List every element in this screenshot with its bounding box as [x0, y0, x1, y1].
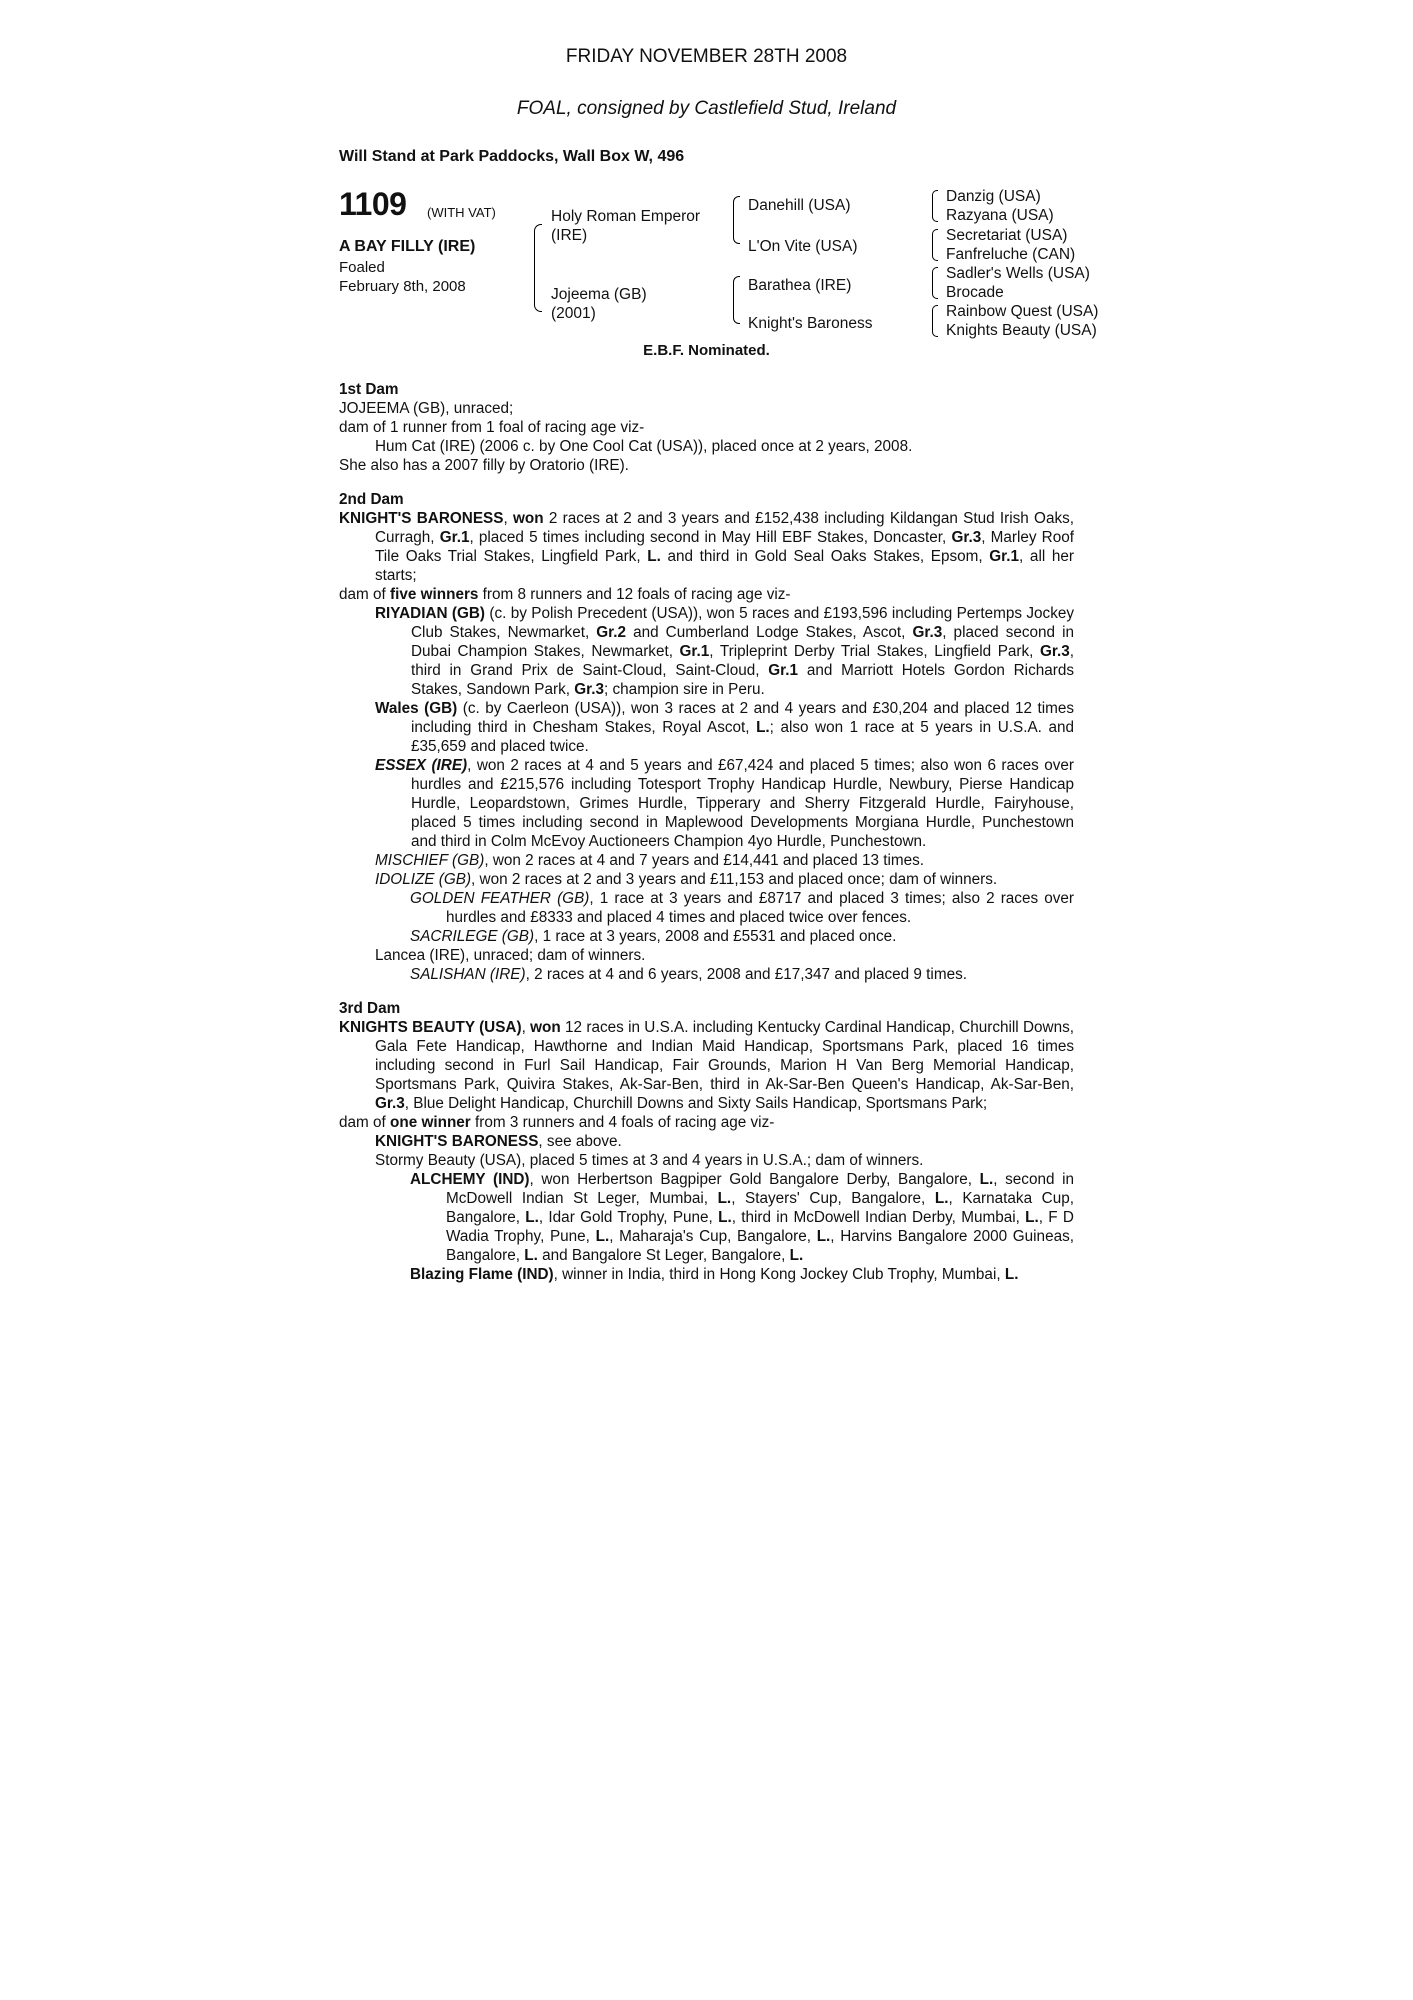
produce-blazing-flame: Blazing Flame (IND), winner in India, third in Hong Kong Jockey Club Trophy, Mumbai, L.	[410, 1266, 1019, 1283]
produce-essex: ESSEX (IRE), won 2 races at 4 and 5 years and £67,424 and placed 5 times; also won 6 races over hurdles and £215,576 including Totesport Trophy Handicap Hurdle, Newbury, Pierse Handicap Hurdle, Leopardstown, Grimes Hurdle, Tipperary and Sherry Fitzgerald Hurdle, Fairyhouse, placed 5 times including second in Maplewood Developments Morgiana Hurdle, Punchestown and third in Colm McEvoy Auctioneers Champion 4yo Hurdle, Punchestown.	[375, 757, 1075, 850]
produce-wales: Wales (GB) (c. by Caerleon (USA)), won 3 races at 2 and 4 years and £30,204 and placed 12 times including third in Chesham Stakes, Royal Ascot, L.; also won 1 race at 5 years in U.S.A. and £35,659 and placed twice.	[375, 700, 1074, 755]
third-dam-produce-summary: dam of one winner from 3 runners and 4 foals of racing age viz-	[339, 1114, 775, 1131]
sire-dam: L'On Vite (USA)	[748, 238, 858, 255]
gg-razyana: Razyana (USA)	[946, 207, 1054, 224]
brace-sire-parents	[733, 196, 740, 244]
brace-sire-dam	[534, 224, 542, 312]
produce-knights-baroness: KNIGHT'S BARONESS, see above.	[375, 1133, 622, 1150]
produce-sacrilege: SACRILEGE (GB), 1 race at 3 years, 2008 and £5531 and placed once.	[410, 928, 897, 945]
first-dam-note: She also has a 2007 filly by Oratorio (IRE).	[339, 457, 629, 474]
produce-mischief: MISCHIEF (GB), won 2 races at 4 and 7 years and £14,441 and placed 13 times.	[375, 852, 925, 869]
gg-secretariat: Secretariat (USA)	[946, 227, 1068, 244]
third-dam-record: KNIGHTS BEAUTY (USA), won 12 races in U.S.A. including Kentucky Cardinal Handicap, Churchill Downs, Gala Fete Handicap, Hawthorne and Indian Maid Handicap, Sportsmans Park, placed 16 times including second in Furl Sail Handicap, Fair Grounds, Marion H Van Berg Memorial Handicap, Sportsmans Park, Quivira Stakes, Ak-Sar-Ben, third in Ak-Sar-Ben Queen's Handicap, Ak-Sar-Ben, Gr.3, Blue Delight Handicap, Churchill Downs and Sixty Sails Handicap, Sportsmans Park;	[339, 1019, 1074, 1112]
produce-riyadian: RIYADIAN (GB) (c. by Polish Precedent (USA)), won 5 races and £193,596 including Pertemps Jockey Club Stakes, Newmarket, Gr.2 and Cumberland Lodge Stakes, Ascot, Gr.3, placed second in Dubai Champion Stakes, Newmarket, Gr.1, Tripleprint Derby Trial Stakes, Lingfield Park, Gr.3, third in Grand Prix de Saint-Cloud, Saint-Cloud, Gr.1 and Marriott Hotels Gordon Richards Stakes, Sandown Park, Gr.3; champion sire in Peru.	[375, 605, 1074, 698]
foaled-info	[339, 258, 466, 296]
gg-danzig: Danzig (USA)	[946, 188, 1041, 205]
dam-sire: Barathea (IRE)	[748, 277, 852, 294]
gg-sadlers-wells: Sadler's Wells (USA)	[946, 265, 1090, 282]
lot-number: 1109	[339, 186, 407, 222]
second-dam-produce-summary: dam of five winners from 8 runners and 12 foals of racing age viz-	[339, 586, 791, 603]
vat-note: (WITH VAT)	[427, 205, 496, 220]
sire: Holy Roman Emperor (IRE)	[551, 208, 701, 244]
gg-fanfreluche: Fanfreluche (CAN)	[946, 246, 1076, 263]
produce-stormy-beauty: Stormy Beauty (USA), placed 5 times at 3 and 4 years in U.S.A.; dam of winners.	[375, 1152, 924, 1169]
first-dam-produce-summary: dam of 1 runner from 1 foal of racing age viz-	[339, 419, 645, 436]
sire-sire: Danehill (USA)	[748, 197, 851, 214]
second-dam-heading: 2nd Dam	[339, 491, 404, 508]
dam: Jojeema (GB) (2001)	[551, 286, 647, 322]
brace-gg-2	[932, 229, 938, 261]
brace-gg-3	[932, 267, 938, 299]
stand-location: Will Stand at Park Paddocks, Wall Box W, 496	[339, 148, 685, 165]
ebf-nomination: E.B.F. Nominated.	[643, 342, 770, 359]
gg-rainbow-quest: Rainbow Quest (USA)	[946, 303, 1099, 320]
catalogue-body	[339, 380, 1074, 1284]
second-dam-record: KNIGHT'S BARONESS, won 2 races at 2 and 3 years and £152,438 including Kildangan Stud Irish Oaks, Curragh, Gr.1, placed 5 times including second in May Hill EBF Stakes, Doncaster, Gr.3, Marley Roof Tile Oaks Trial Stakes, Lingfield Park, L. and third in Gold Seal Oaks Stakes, Epsom, Gr.1, all her starts;	[339, 510, 1075, 584]
gg-knights-beauty: Knights Beauty (USA)	[946, 322, 1097, 339]
brace-gg-4	[932, 305, 938, 337]
sale-date: FRIDAY NOVEMBER 28TH 2008	[565, 46, 848, 67]
first-dam-heading: 1st Dam	[339, 381, 399, 398]
consignor-line: FOAL, consigned by Castlefield Stud, Ireland	[516, 98, 897, 119]
first-dam-produce: Hum Cat (IRE) (2006 c. by One Cool Cat (USA)), placed once at 2 years, 2008.	[375, 438, 913, 455]
foaled-date: February 8th, 2008	[339, 278, 466, 295]
produce-alchemy: ALCHEMY (IND), won Herbertson Bagpiper Gold Bangalore Derby, Bangalore, L., second in McDowell Indian St Leger, Mumbai, L., Stayers' Cup, Bangalore, L., Karnataka Cup, Bangalore, L., Idar Gold Trophy, Pune, L., third in McDowell Indian Derby, Mumbai, L., F D Wadia Trophy, Pune, L., Maharaja's Cup, Bangalore, L., Harvins Bangalore 2000 Guineas, Bangalore, L. and Bangalore St Leger, Bangalore, L.	[410, 1171, 1074, 1264]
brace-dam-parents	[733, 276, 740, 324]
produce-idolize: IDOLIZE (GB), won 2 races at 2 and 3 years and £11,153 and placed once; dam of winners.	[375, 871, 998, 888]
third-dam-heading: 3rd Dam	[339, 1000, 401, 1017]
produce-golden-feather: GOLDEN FEATHER (GB), 1 race at 3 years and £8717 and placed 3 times; also 2 races over hurdles and £8333 and placed 4 times and placed twice over fences.	[410, 890, 1074, 926]
first-dam-line: JOJEEMA (GB), unraced;	[339, 400, 514, 417]
gg-brocade: Brocade	[946, 284, 1004, 301]
lot-description: A BAY FILLY (IRE)	[339, 238, 476, 255]
dam-dam: Knight's Baroness	[748, 315, 873, 332]
foaled-label: Foaled	[339, 259, 385, 276]
brace-gg-1	[932, 190, 938, 222]
produce-lancea: Lancea (IRE), unraced; dam of winners.	[375, 947, 646, 964]
produce-salishan: SALISHAN (IRE), 2 races at 4 and 6 years, 2008 and £17,347 and placed 9 times.	[410, 966, 967, 983]
